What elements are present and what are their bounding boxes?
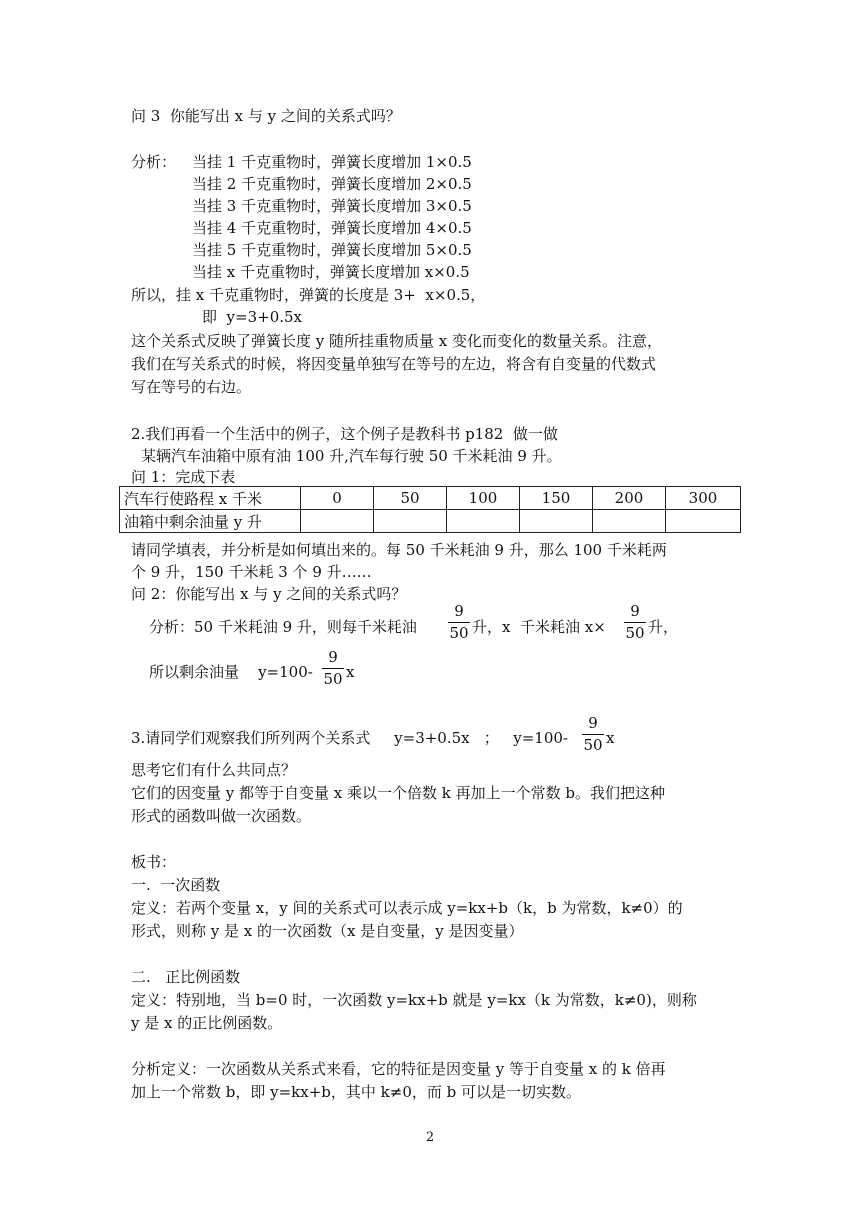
section-3-line: x: [606, 729, 615, 747]
fuel-analysis-text: 分析：50 千米耗油 9 升，则每千米耗油: [149, 618, 417, 636]
analysis-line: 当挂 2 千克重物时，弹簧长度增加 2×0.5: [192, 175, 472, 193]
section-2-problem: 某辆汽车油箱中原有油 100 升,汽车每行驶 50 千米耗油 9 升。: [141, 447, 562, 465]
table-cell: 100: [447, 487, 520, 510]
definition-line: 定义：若两个变量 x，y 间的关系式可以表示成 y=kx+b（k，b 为常数，k≠0）的: [131, 899, 683, 917]
analysis-label: 分析：: [131, 153, 177, 171]
question-1: 问 1：完成下表: [131, 468, 236, 486]
fuel-table: [119, 486, 741, 533]
fraction-numerator: 9: [454, 602, 464, 620]
table-cell-empty: [447, 510, 520, 533]
think-question: 思考它们有什么共同点？: [131, 761, 297, 779]
analysis-formula: 即 y=3+0.5x: [202, 308, 303, 326]
definition-line: 定义：特别地，当 b=0 时，一次函数 y=kx+b 就是 y=kx（k 为常数，k≠0)，则称: [131, 991, 697, 1009]
analysis-definition: 分析定义：一次函数从关系式来看，它的特征是因变量 y 等于自变量 x 的 k 倍再: [131, 1060, 666, 1078]
table-cell: 300: [666, 487, 741, 510]
explain-line: 个 9 升，150 千米耗 3 个 9 升……: [131, 563, 372, 581]
table-cell-empty: [374, 510, 447, 533]
definition-line: y 是 x 的正比例函数。: [131, 1014, 283, 1032]
fraction-denominator: 50: [323, 670, 343, 688]
fraction-bar: [582, 734, 604, 735]
section-3-desc: 形式的函数叫做一次函数。: [131, 807, 312, 825]
note-line: 我们在写关系式的时候，将因变量单独写在等号的左边，将含有自变量的代数式: [131, 355, 657, 373]
section-3-line: 3.请同学们观察我们所列两个关系式 y=3+0.5x ； y=100-: [131, 729, 568, 747]
fraction-bar: [322, 668, 344, 669]
fraction-numerator: 9: [630, 602, 640, 620]
table-cell-empty: [666, 510, 741, 533]
explain-line: 请同学填表，并分析是如何填出来的。每 50 千米耗油 9 升，那么 100 千米耗两: [131, 541, 667, 559]
table-row: [120, 510, 741, 533]
definition-line: 形式，则称 y 是 x 的一次函数（x 是自变量，y 是因变量）: [131, 922, 524, 940]
table-row-label: 油箱中剩余油量 y 升: [120, 510, 301, 533]
analysis-line: 当挂 x 千克重物时，弹簧长度增加 x×0.5: [192, 263, 470, 281]
note-line: 写在等号的右边。: [131, 378, 252, 396]
table-cell: 0: [301, 487, 374, 510]
table-row: [120, 487, 741, 510]
table-cell-empty: [301, 510, 374, 533]
fuel-analysis-text: 升，: [648, 618, 679, 636]
fuel-analysis-text: 升，x 千米耗油 x×: [472, 618, 606, 636]
analysis-definition: 加上一个常数 b，即 y=kx+b，其中 k≠0，而 b 可以是一切实数。: [131, 1083, 582, 1101]
fraction-bar: [448, 622, 470, 623]
note-line: 这个关系式反映了弹簧长度 y 随所挂重物质量 x 变化而变化的数量关系。注意，: [131, 332, 663, 350]
fraction-numerator: 9: [328, 648, 338, 666]
table-cell-empty: [520, 510, 593, 533]
fraction-numerator: 9: [588, 714, 598, 732]
table-cell: 50: [374, 487, 447, 510]
remaining-oil-text: x: [346, 663, 355, 681]
analysis-line: 当挂 1 千克重物时，弹簧长度增加 1×0.5: [192, 153, 472, 171]
analysis-line: 当挂 3 千克重物时，弹簧长度增加 3×0.5: [192, 197, 472, 215]
section-2-title: 2.我们再看一个生活中的例子，这个例子是教科书 p182 做一做: [131, 425, 558, 443]
page-number: 2: [425, 1130, 435, 1145]
table-cell: 150: [520, 487, 593, 510]
table-cell: 200: [593, 487, 666, 510]
heading-linear-function: 一. 一次函数: [131, 876, 221, 894]
fraction-denominator: 50: [583, 736, 603, 754]
heading-proportional-function: 二. 正比例函数: [131, 968, 241, 986]
fraction-denominator: 50: [625, 624, 645, 642]
fraction-denominator: 50: [449, 624, 469, 642]
analysis-line: 当挂 5 千克重物时，弹簧长度增加 5×0.5: [192, 241, 472, 259]
board-title: 板书：: [131, 853, 177, 871]
question-3: 问 3 你能写出 x 与 y 之间的关系式吗？: [131, 107, 401, 125]
table-row-label: 汽车行使路程 x 千米: [120, 487, 301, 510]
remaining-oil-text: 所以剩余油量 y=100-: [149, 663, 313, 681]
section-3-desc: 它们的因变量 y 都等于自变量 x 乘以一个倍数 k 再加上一个常数 b。我们把这种: [131, 784, 666, 802]
analysis-line: 当挂 4 千克重物时，弹簧长度增加 4×0.5: [192, 219, 472, 237]
table-cell-empty: [593, 510, 666, 533]
question-2: 问 2：你能写出 x 与 y 之间的关系式吗？: [131, 585, 407, 603]
fraction-bar: [624, 622, 646, 623]
analysis-conclusion: 所以，挂 x 千克重物时，弹簧的长度是 3+ x×0.5，: [131, 286, 486, 304]
